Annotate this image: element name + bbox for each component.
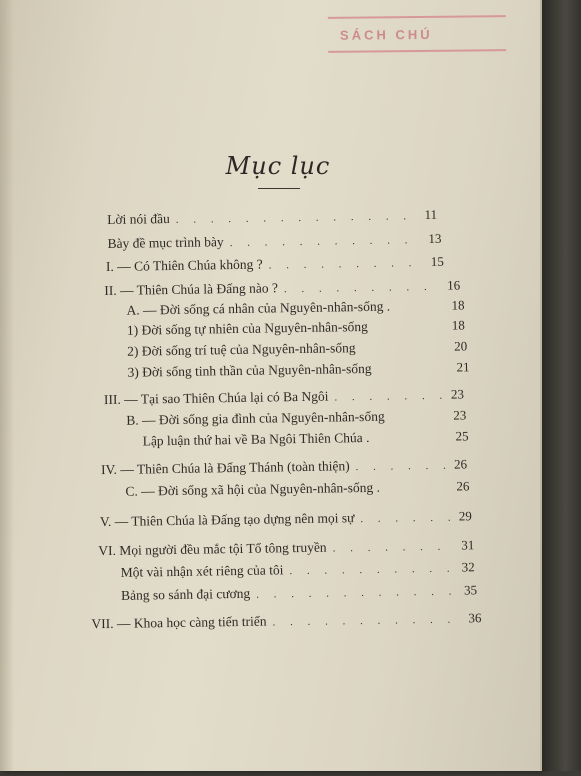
toc-entry	[127, 359, 469, 384]
book-cover-edge	[542, 0, 581, 771]
toc-entry-label: II. — Thiên Chúa là Đấng nào ?	[104, 280, 279, 299]
toc-entry-page: 26	[453, 456, 468, 472]
toc-entry-page: 20	[454, 338, 468, 354]
toc-entry-page: 23	[450, 386, 465, 402]
toc-entry-label: Một vài nhận xét riêng của tôi	[120, 562, 284, 580]
toc-entry-label: 3) Đời sống tinh thần của Nguyên-nhân-sống	[127, 360, 372, 380]
toc-entry	[143, 428, 469, 453]
toc-entry	[107, 231, 441, 256]
toc-entry-page: 29	[458, 508, 472, 524]
toc-entry-label: B. — Đời sống gia đình của Nguyên-nhân-sống	[126, 408, 385, 428]
toc-entry-label: I. — Có Thiên Chúa không ?	[105, 256, 263, 275]
toc-entry-page: 18	[451, 317, 465, 333]
toc-leader-dots	[176, 210, 419, 226]
toc-leader-dots	[333, 541, 456, 555]
toc-entry-page: 18	[451, 297, 465, 313]
toc-leader-dots	[334, 390, 445, 404]
toc-entry	[100, 508, 472, 534]
library-stamp: SÁCH CHÚ	[328, 15, 506, 53]
toc-entry-label: Lời nói đầu	[107, 211, 170, 228]
toc-entry-page: 16	[447, 277, 461, 293]
toc-entry-page: 26	[456, 478, 470, 494]
toc-entry-label: VI. Mọi người đều mắc tội Tổ tông truyền	[98, 539, 327, 559]
toc-entry-page: 13	[428, 230, 442, 246]
toc-entry-label: Bày đề mục trình bày	[107, 234, 224, 252]
toc-entry-label: 1) Đời sống tự nhiên của Nguyên-nhân-sống	[126, 318, 368, 338]
toc-entry-label: Lập luận thứ hai về Ba Ngôi Thiên Chúa .	[142, 429, 370, 449]
toc-entry-page: 25	[455, 428, 469, 444]
toc-entry	[106, 254, 444, 279]
toc-entry-label: 2) Đời sống trí tuệ của Nguyên-nhân-sống	[127, 340, 356, 359]
toc-entry-page: 15	[430, 253, 444, 269]
toc-entry-label: IV. — Thiên Chúa là Đấng Thánh (toàn thiện)	[100, 458, 350, 478]
page-title: Mục lục	[225, 152, 331, 180]
toc-leader-dots	[289, 563, 455, 578]
toc-entry-page: 31	[461, 537, 475, 553]
toc-leader-dots	[230, 234, 423, 249]
toc-entry-page: 23	[453, 407, 467, 423]
toc-entry-page: 21	[456, 359, 470, 375]
toc-entry-page: 35	[463, 582, 478, 598]
toc-entry	[91, 610, 481, 636]
toc-entry-label: Bảng so sánh đại cương	[120, 585, 251, 603]
toc-entry-label: VII. — Khoa học càng tiến triển	[91, 613, 267, 632]
toc-entry-label: C. — Đời sống xã hội của Nguyên-nhân-sống .	[125, 479, 381, 499]
toc-entry	[107, 207, 437, 232]
toc-entry-label: A. — Đời sống cá nhân của Nguyên-nhân-sống .	[126, 298, 391, 318]
toc-entry-page: 11	[424, 206, 438, 223]
toc-leader-dots	[269, 257, 425, 271]
toc-entry	[121, 582, 477, 608]
toc-leader-dots	[256, 586, 458, 601]
toc-leader-dots	[272, 613, 462, 628]
toc-leader-dots	[360, 512, 453, 525]
toc-entry-label: III. — Tại sao Thiên Chúa lại có Ba Ngôi	[103, 388, 329, 408]
toc-entry	[121, 559, 475, 585]
toc-leader-dots	[284, 281, 441, 295]
toc-entry-page: 36	[468, 610, 482, 626]
toc-leader-dots	[356, 460, 449, 473]
toc-entry-page: 32	[461, 559, 475, 575]
toc-entry-label: V. — Thiên Chúa là Đấng tạo dựng nên mọi sự	[99, 510, 355, 530]
toc-entry	[125, 478, 469, 503]
